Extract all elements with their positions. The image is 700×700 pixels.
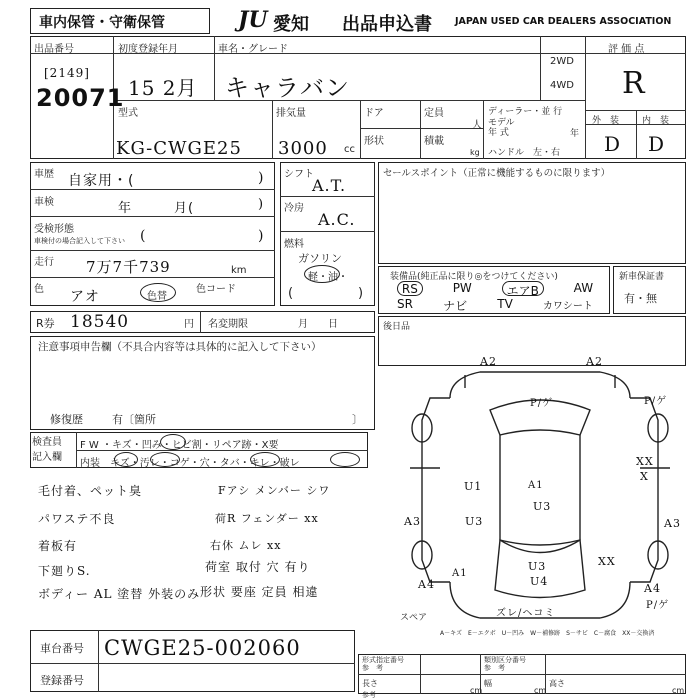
interior-row-label: 内装 [80,458,100,469]
interior-circle-4 [330,452,360,467]
repair-close: 〕 [352,413,363,426]
shift-value: A.T. [312,176,347,195]
receipt-note: 車検付の場合記入して下さい [34,237,125,245]
color-value: アオ [70,289,100,305]
car-name-value: キャラバン [225,74,350,102]
equip-pw: PW [452,281,472,295]
notes-label: 注意事項申告欄（不具合内容等は具体的に記入して下さい） [38,341,322,353]
diagram-label-a2-right: A2 [586,355,603,368]
lot-small: [2149] [44,66,90,80]
diagram-note-4: 荷室 取付 穴 有り [205,560,311,574]
side-notes: 参考 [362,691,376,699]
fuel-paren-open: ( [288,286,294,301]
fuel-diesel: 軽・油・ [308,272,348,283]
diagram-label-a4-left: A4 [418,578,435,591]
association-name: JAPAN USED CAR DEALERS ASSOCIATION [455,16,672,27]
diagram-legend: A－キズ E－エクボ U－凹み W－補修跡 S－サビ C－腐食 XX－交換済 [440,630,655,637]
company-name: 愛知 [273,14,309,35]
mileage-value: 7万7千739 [86,258,171,276]
width-unit: cm [534,686,547,695]
height-label: 高さ [549,679,565,688]
r-label: R券 [36,317,55,330]
note-5: ボディー AL 塗替 外装のみ [38,587,201,601]
model-value: KG-CWGE25 [116,138,242,159]
car-name-label: 車名・グレード [218,44,288,55]
shape-label: 形状 [364,136,384,147]
inspection-value: 年 月( [118,201,195,216]
diagram-label-a1-mid: A1 [452,568,468,579]
color-label: 色 [34,284,44,295]
equipment-row-2 [382,297,608,312]
repair-value: 有〔箇所 [112,413,156,426]
interior-circle-2 [150,452,180,467]
first-reg-value: 15 2月 [128,76,198,100]
model-label: 型式 [118,108,138,119]
equip-rs: RS [397,281,423,296]
interior-value: D [648,132,666,156]
note-2: パワステ不良 [38,512,116,526]
ju-logo: JU [238,7,268,33]
diagram-label-spare: スペア [400,613,428,623]
inspection-close: ) [258,197,265,212]
warranty-value: 有・無 [624,292,657,305]
capacity-label: 定員 [424,108,444,119]
capacity-unit: 人 [472,120,482,131]
shift-label: シフト [284,169,314,180]
ac-label: 冷房 [284,203,304,214]
yen-unit: 円 [184,319,194,330]
warranty-label: 新車保証書 [619,272,665,282]
title-change-label: 名変期限 [208,319,248,330]
interior-circle-1 [114,452,138,467]
interior-row: キズ・汚レ・コゲ・穴・タバ・キレ・破レ [110,458,300,469]
lot-label: 出品番号 [34,44,74,55]
displacement-label: 排気量 [276,108,306,119]
km-unit: km [231,265,247,276]
cc-unit: cc [344,144,355,155]
diagram-label-a3-left: A3 [404,515,421,528]
diagram-label-pg-right: P/ゲ [644,396,668,407]
equipment-label: 装備品(純正品に限り◎をつけてください) [390,272,558,282]
height-unit: cm [672,686,685,695]
form-title: 出品申込書 [342,14,432,35]
shape-spec-label: 形式指定番号 参 考 [362,656,404,672]
r-value: 18540 [70,312,130,332]
diagram-label-u3-bottom: U3 [528,560,547,573]
diagram-note-3: 右休 ムレ xx [210,539,282,552]
chassis-label: 車台番号 [40,642,84,655]
equip-navi: ナビ [443,299,468,313]
equip-tv: TV [497,297,513,311]
inspector-label: 検査員 記入欄 [32,437,62,463]
note-3: 着板有 [38,539,78,553]
fuel-label: 燃料 [284,239,304,250]
note-4: 下廻りS. [38,564,91,578]
door-label: ドア [364,108,384,119]
receipt-label: 受検形態 [34,224,74,235]
model-year-label: モデル 年 式 [488,118,515,138]
diagram-label-xx-1: XX [636,455,654,468]
diagram-label-pg-top: P/ゲ [530,398,554,409]
lot-number: 20071 [36,84,125,112]
fuel-value: ガソリン [298,252,342,265]
receipt-value: ( [140,228,147,244]
sales-point-label: セールスポイント（正常に機能するものに限ります） [383,168,611,179]
history-value: 自家用・( [68,173,135,189]
grade-value: R [622,66,646,101]
diagram-label-a3-right: A3 [664,517,681,530]
repair-label: 修復歴 [50,413,83,426]
inspection-label: 車検 [34,197,54,208]
fw-circle-dent [160,434,186,450]
diagram-label-shift: ズレ/ヘコミ [496,608,556,619]
width-label: 幅 [484,679,492,688]
storage-badge [30,8,210,34]
note-1: 毛付着、ペット臭 [38,484,143,498]
grade-label: 評 価 点 [608,44,645,55]
diagram-label-a1: A1 [528,480,544,491]
length-unit: cm [470,686,483,695]
equip-sr: SR [397,297,414,311]
rear-seat-label: 後日品 [383,322,411,332]
category-label: 類別区分番号 参 考 [484,656,526,672]
diagram-label-u3-center: U3 [533,500,552,513]
dealer-label: ディーラー・並 行 [488,107,563,117]
history-label: 車歴 [34,169,54,180]
mileage-label: 走行 [34,257,54,268]
diagram-label-u4: U4 [530,575,549,588]
equip-airbag: エアB [502,281,544,296]
diagram-note-5: 形状 要座 定員 相違 [200,585,319,599]
ac-value: A.C. [318,210,356,229]
equip-leather: カワシート [542,301,593,312]
title-change-value: 月 日 [298,319,338,330]
chassis-value: CWGE25-002060 [104,636,301,660]
diagram-label-pg-bottom: P/ゲ [646,600,670,611]
displacement-value: 3000 [278,138,328,159]
reg-label: 登録番号 [40,674,84,687]
color-change-label: 色替 [147,291,167,302]
year-unit: 年 [570,129,580,139]
diagram-label-a4-right: A4 [644,582,661,595]
length-label: 長さ [362,679,378,688]
load-unit: kg [470,148,480,157]
exterior-label: 外 装 [592,116,620,126]
receipt-close: ) [258,228,265,244]
interior-label: 内 装 [642,116,670,126]
diagram-note-1: Fアシ メンバー シワ [218,484,331,497]
storage-badge-text: 車内保管・守衛保管 [39,15,165,31]
diagram-note-2: 荷R フェンダー xx [215,512,319,525]
diagram-label-xx-2: XX [598,555,616,568]
history-close: ) [258,170,265,186]
diagram-label-x: X [640,470,649,483]
first-reg-label: 初度登録年月 [118,44,178,55]
equipment-row-1 [382,281,608,296]
fuel-paren-close: ) [358,286,364,301]
diagram-label-u1: U1 [464,480,483,493]
diagram-label-a2-left: A2 [480,355,497,368]
handle-label: ハンドル 左・右 [488,148,561,158]
drive-4wd: 4WD [550,80,574,91]
fw-row: F W ・キズ・凹み・ヒビ割・リペア跡・X要 [80,440,279,451]
diagram-label-u3-left: U3 [465,515,484,528]
equip-aw: AW [573,281,594,295]
exterior-value: D [604,132,622,156]
drive-2wd: 2WD [550,56,574,67]
interior-circle-3 [250,452,280,467]
load-label: 積載 [424,136,444,147]
color-code-label: 色コード [196,284,236,295]
